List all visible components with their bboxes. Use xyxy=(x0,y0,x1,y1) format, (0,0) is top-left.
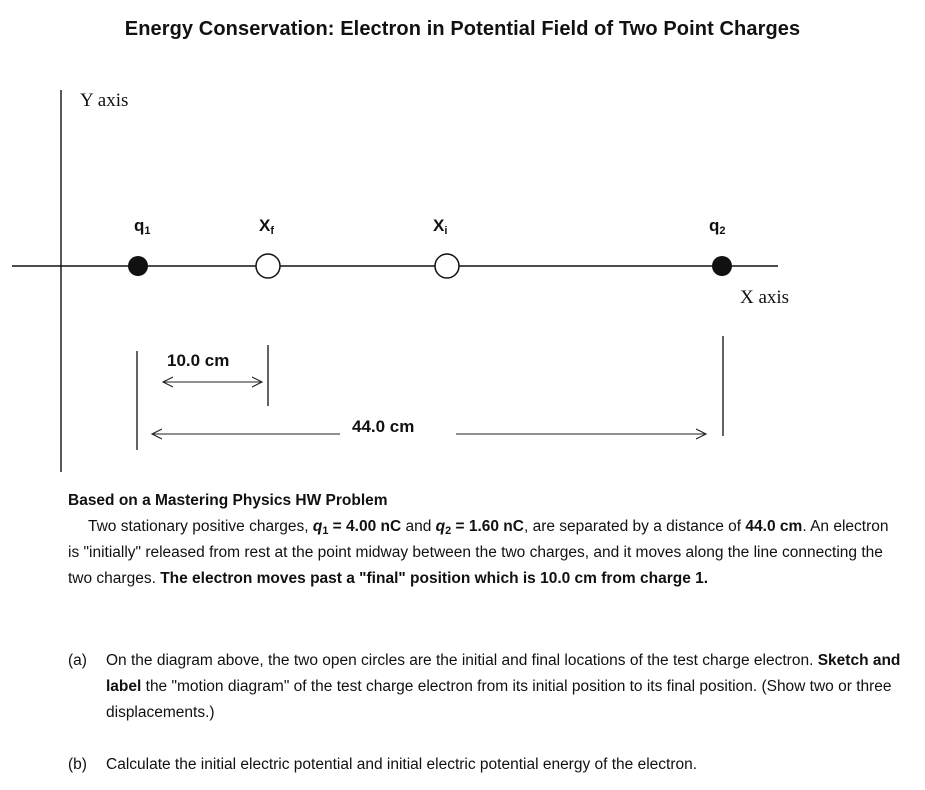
problem-text-3: . An electron is "initially" released from rest at the point midway between the two charges, and it moves along the line connecting the two charges. xyxy=(68,518,889,587)
charge-q2-dot xyxy=(712,256,732,276)
q2-subscript: 2 xyxy=(445,525,452,537)
q1-label: q1 xyxy=(134,216,151,237)
xi-label: Xi xyxy=(433,216,448,237)
part-a-text-2: the "motion diagram" of the test charge electron from its initial position to its final position. (Show two or three displacements.) xyxy=(106,678,892,721)
final-position-circle xyxy=(256,254,280,278)
initial-position-circle xyxy=(435,254,459,278)
problem-and: and xyxy=(401,518,436,535)
problem-heading: Based on a Mastering Physics HW Problem xyxy=(68,492,388,509)
charge-q1-dot xyxy=(128,256,148,276)
part-b-label: (b) xyxy=(68,756,87,773)
x-axis-label: X axis xyxy=(740,287,790,308)
q2-label: q2 xyxy=(709,216,726,237)
q1-symbol: q xyxy=(312,518,323,535)
problem-text-1: Two stationary positive charges, xyxy=(88,518,313,535)
separation-distance: 44.0 cm xyxy=(745,518,803,535)
xf-label: Xf xyxy=(259,216,275,237)
part-a-bold: Sketch and label xyxy=(106,652,901,695)
short-distance-label: 10.0 cm xyxy=(167,351,230,370)
part-b xyxy=(68,752,913,778)
part-a-label: (a) xyxy=(68,652,87,669)
long-distance-label: 44.0 cm xyxy=(352,417,415,436)
page-title: Energy Conservation: Electron in Potential Field of Two Point Charges xyxy=(124,18,801,40)
part-b-text: Calculate the initial electric potential and initial electric potential energy of the electron. xyxy=(106,756,698,773)
q2-value: = 1.60 nC xyxy=(451,518,524,535)
problem-text-2: , are separated by a distance of xyxy=(523,518,746,535)
part-a-text-1: On the diagram above, the two open circles are the initial and final locations of the test charge electron. xyxy=(106,652,818,669)
q1-subscript: 1 xyxy=(322,525,329,537)
q2-symbol: q xyxy=(435,518,446,535)
y-axis-label: Y axis xyxy=(80,90,129,111)
part-a xyxy=(68,648,913,726)
q1-value: = 4.00 nC xyxy=(328,518,402,535)
problem-bold-end: The electron moves past a "final" position which is 10.0 cm from charge 1. xyxy=(160,570,709,587)
part-a-text xyxy=(106,648,913,726)
problem-statement xyxy=(68,514,903,592)
